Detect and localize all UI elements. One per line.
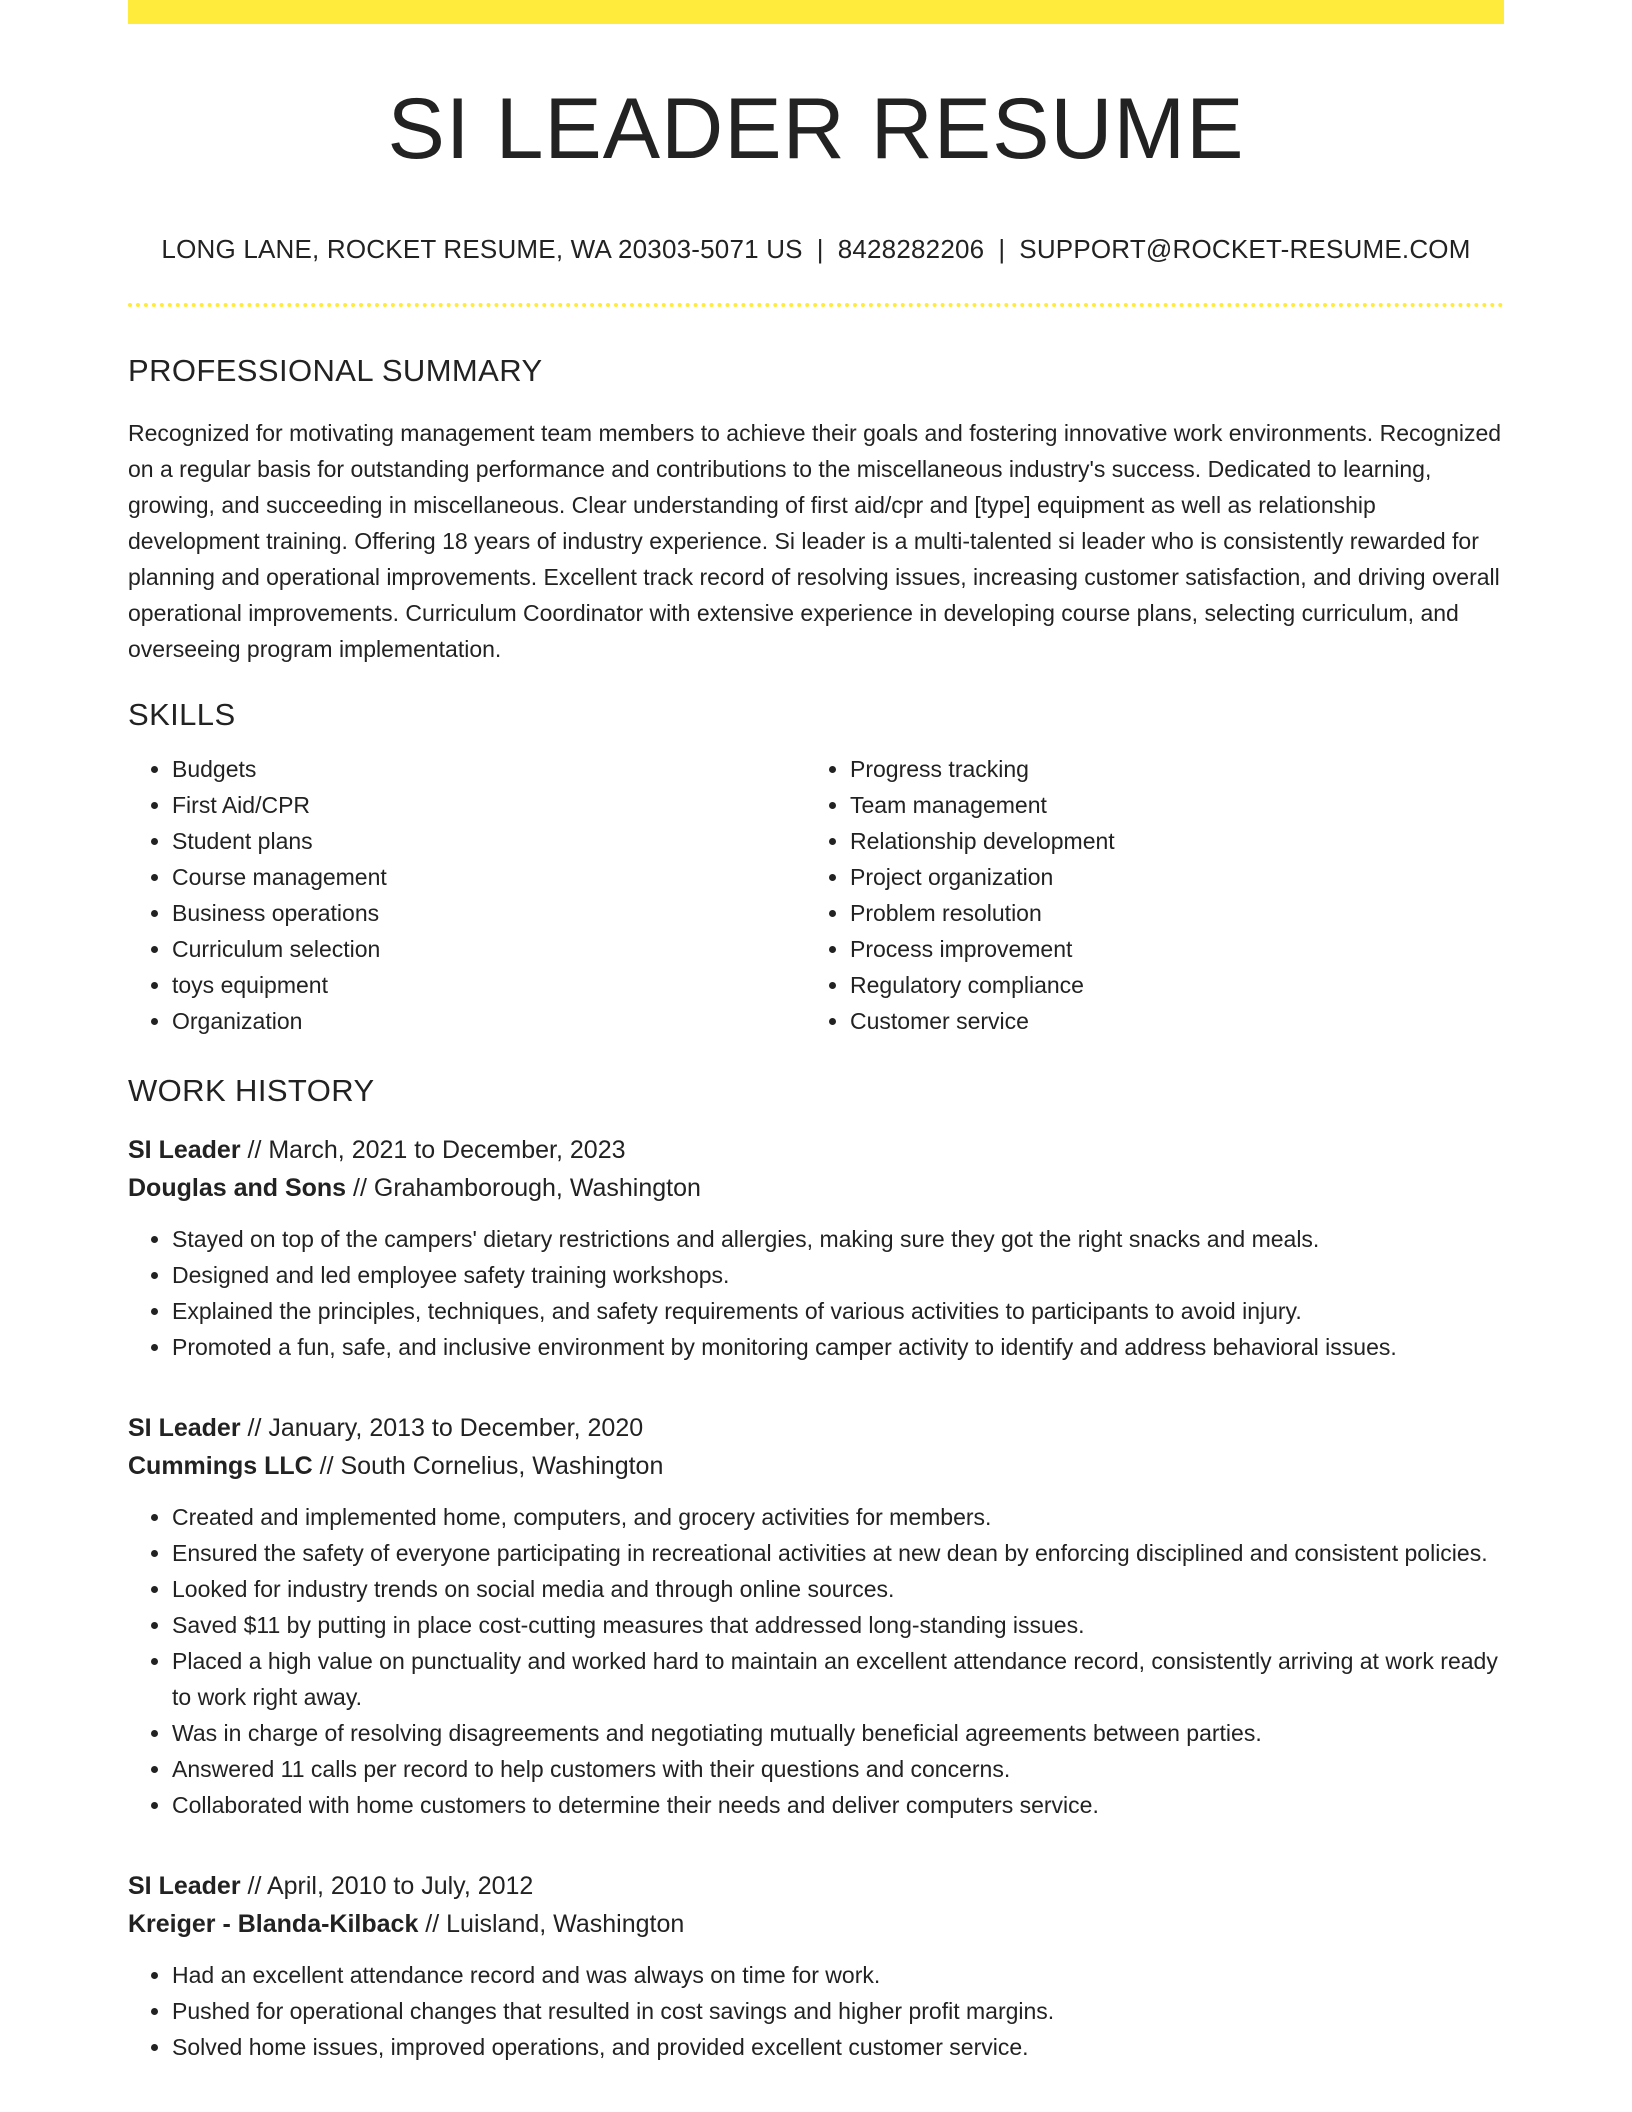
accent-top-bar xyxy=(128,0,1504,24)
job-bullet: • Looked for industry trends on social media and through online sources. xyxy=(172,1571,1504,1607)
skill-item: • Organization xyxy=(172,1003,806,1039)
resume-page xyxy=(128,0,1504,2065)
skills-column-right xyxy=(806,751,1484,1039)
skill-item: • Project organization xyxy=(850,859,1484,895)
job-entry xyxy=(128,1131,1504,1365)
job-bullet: • Promoted a fun, safe, and inclusive environment by monitoring camper activity to identify and address behavioral issues. xyxy=(172,1329,1504,1365)
job-bullet: • Answered 11 calls per record to help customers with their questions and concerns. xyxy=(172,1751,1504,1787)
skills-column-left xyxy=(128,751,806,1039)
job-company: Kreiger - Blanda-Kilback xyxy=(128,1910,419,1938)
contact-separator: | xyxy=(816,234,824,264)
job-title: SI Leader xyxy=(128,1136,241,1164)
skill-item: • Problem resolution xyxy=(850,895,1484,931)
job-bullet: • Saved $11 by putting in place cost-cutting measures that addressed long-standing issues. xyxy=(172,1607,1504,1643)
job-dates: // January, 2013 to December, 2020 xyxy=(240,1414,644,1442)
job-company-line xyxy=(128,1169,1504,1207)
job-entry xyxy=(128,1867,1504,2065)
job-bullets xyxy=(128,1221,1504,1365)
job-dates: // April, 2010 to July, 2012 xyxy=(240,1872,534,1900)
job-bullet: • Collaborated with home customers to determine their needs and deliver computers service. xyxy=(172,1787,1504,1823)
skill-item: • Process improvement xyxy=(850,931,1484,967)
job-title: SI Leader xyxy=(128,1414,241,1442)
job-bullets xyxy=(128,1957,1504,2065)
job-dates: // March, 2021 to December, 2023 xyxy=(240,1136,626,1164)
job-bullet: • Created and implemented home, computers, and grocery activities for members. xyxy=(172,1499,1504,1535)
job-location: // Luisland, Washington xyxy=(418,1910,685,1938)
job-bullet: • Placed a high value on punctuality and worked hard to maintain an excellent attendance record, consistently arriving at work ready to work right away. xyxy=(172,1643,1504,1715)
job-bullet: • Was in charge of resolving disagreements and negotiating mutually beneficial agreements between parties. xyxy=(172,1715,1504,1751)
job-company-line xyxy=(128,1447,1504,1485)
skill-item: • Progress tracking xyxy=(850,751,1484,787)
job-title-line xyxy=(128,1409,1504,1447)
contact-separator: | xyxy=(998,234,1006,264)
contact-address: LONG LANE, ROCKET RESUME, WA 20303-5071 US xyxy=(161,234,803,264)
resume-title: SI LEADER RESUME xyxy=(387,81,1245,177)
job-title: SI Leader xyxy=(128,1872,241,1900)
work-history-heading: WORK HISTORY xyxy=(128,1073,375,1108)
skill-item: • Regulatory compliance xyxy=(850,967,1484,1003)
job-location: // South Cornelius, Washington xyxy=(312,1452,664,1480)
skill-item: • First Aid/CPR xyxy=(172,787,806,823)
skill-item: • Course management xyxy=(172,859,806,895)
job-company: Douglas and Sons xyxy=(128,1174,347,1202)
job-bullets xyxy=(128,1499,1504,1823)
job-bullet: • Designed and led employee safety training workshops. xyxy=(172,1257,1504,1293)
job-bullet: • Pushed for operational changes that resulted in cost savings and higher profit margins. xyxy=(172,1993,1504,2029)
skills-heading: SKILLS xyxy=(128,697,236,732)
skill-item: • Curriculum selection xyxy=(172,931,806,967)
dotted-divider xyxy=(128,303,1504,307)
contact-phone: 8428282206 xyxy=(837,234,985,264)
skills-grid xyxy=(128,751,1504,1039)
skill-item: • Team management xyxy=(850,787,1484,823)
job-bullet: • Had an excellent attendance record and was always on time for work. xyxy=(172,1957,1504,1993)
job-bullet: • Solved home issues, improved operations, and provided excellent customer service. xyxy=(172,2029,1504,2065)
summary-text: Recognized for motivating management team members to achieve their goals and fostering innovative work environments. Recognized on a regular basis for outstanding performance and contributions to the miscellaneous industry's success. Dedicated to learning, growing, and succeeding in miscellaneous. Clear understanding of first aid/cpr and [type] equipment as well as relationship development training. Offering 18 years of industry experience. Si leader is a multi-talented si leader who is consistently rewarded for planning and operational improvements. Excellent track record of resolving issues, increasing customer satisfaction, and driving overall operational improvements. Curriculum Coordinator with extensive experience in developing course plans, selecting curriculum, and overseeing program implementation. xyxy=(128,420,1502,662)
job-bullet: • Explained the principles, techniques, and safety requirements of various activities to participants to avoid injury. xyxy=(172,1293,1504,1329)
skill-item: • toys equipment xyxy=(172,967,806,1003)
contact-line xyxy=(128,234,1504,265)
job-title-line xyxy=(128,1867,1504,1905)
contact-email: SUPPORT@ROCKET-RESUME.COM xyxy=(1019,234,1471,264)
job-bullet: • Ensured the safety of everyone participating in recreational activities at new dean by enforcing disciplined and consistent policies. xyxy=(172,1535,1504,1571)
skill-item: • Business operations xyxy=(172,895,806,931)
job-bullet: • Stayed on top of the campers' dietary restrictions and allergies, making sure they got the right snacks and meals. xyxy=(172,1221,1504,1257)
job-company-line xyxy=(128,1905,1504,1943)
job-entry xyxy=(128,1409,1504,1823)
summary-heading: PROFESSIONAL SUMMARY xyxy=(128,353,543,388)
job-title-line xyxy=(128,1131,1504,1169)
skill-item: • Relationship development xyxy=(850,823,1484,859)
skill-item: • Budgets xyxy=(172,751,806,787)
job-location: // Grahamborough, Washington xyxy=(346,1174,701,1202)
skill-item: • Customer service xyxy=(850,1003,1484,1039)
skill-item: • Student plans xyxy=(172,823,806,859)
job-company: Cummings LLC xyxy=(128,1452,313,1480)
